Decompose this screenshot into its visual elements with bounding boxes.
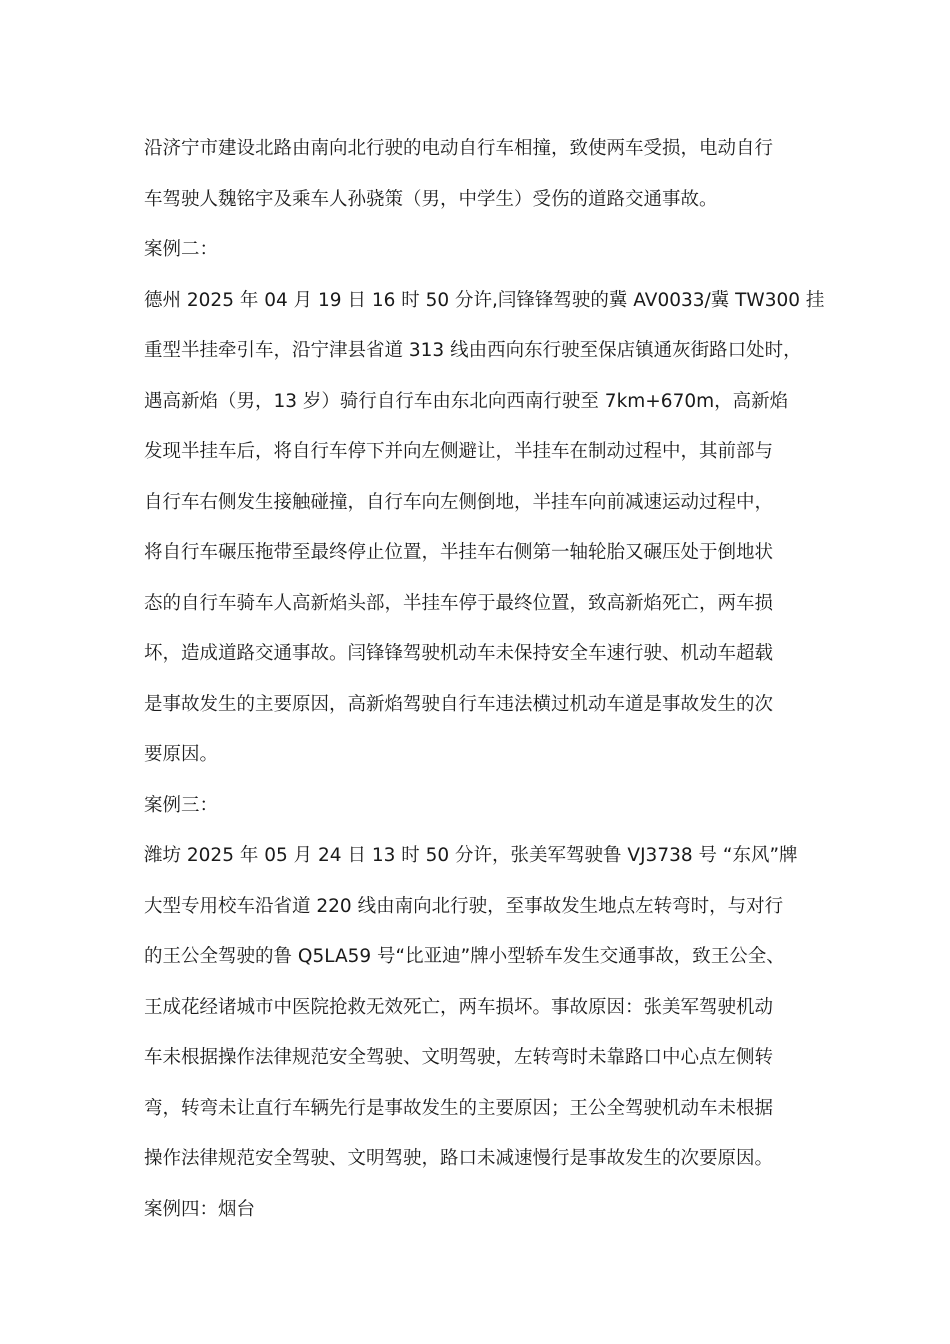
text-line: 态的自行车骑车人高新焰头部，半挂车停于最终位置，致高新焰死亡，两车损 <box>144 592 774 614</box>
text-line: 要原因。 <box>144 744 219 765</box>
document-body <box>144 124 825 1235</box>
text-line: 的王公全驾驶的鲁 Q5LA59 号“比亚迪”牌小型轿车发生交通事故，致王公全、 <box>144 946 785 967</box>
text-line: 车驾驶人魏铭宇及乘车人孙骁策（男，中学生）受伤的道路交通事故。 <box>144 188 718 210</box>
text-line: 大型专用校车沿省道 220 线由南向北行驶，至事故发生地点左转弯时，与对行 <box>144 895 784 917</box>
text-line: 车未根据操作法律规范安全驾驶、文明驾驶，左转弯时未靠路口中心点左侧转 <box>144 1047 774 1068</box>
text-line: 德州 2025 年 04 月 19 日 16 时 50 分许,闫锋锋驾驶的冀 AV0033/冀 TW300 挂 <box>144 289 825 311</box>
text-line: 沿济宁市建设北路由南向北行驶的电动自行车相撞，致使两车受损，电动自行 <box>144 138 774 159</box>
text-line: 自行车右侧发生接触碰撞，自行车向左侧倒地，半挂车向前减速运动过程中， <box>144 491 774 513</box>
text-line: 操作法律规范安全驾驶、文明驾驶，路口未减速慢行是事故发生的次要原因。 <box>144 1148 774 1169</box>
text-line: 坏，造成道路交通事故。闫锋锋驾驶机动车未保持安全车速行驶、机动车超载 <box>144 643 774 664</box>
text-line: 弯，转弯未让直行车辆先行是事故发生的主要原因；王公全驾驶机动车未根据 <box>144 1097 774 1119</box>
text-line: 遇高新焰（男，13 岁）骑行自行车由东北向西南行驶至 7km+670m，高新焰 <box>144 390 789 412</box>
text-line: 发现半挂车后，将自行车停下并向左侧避让，半挂车在制动过程中，其前部与 <box>144 441 774 462</box>
text-line: 重型半挂牵引车，沿宁津县省道 313 线由西向东行驶至保店镇通灰街路口处时， <box>144 340 802 361</box>
text-line: 将自行车碾压拖带至最终停止位置，半挂车右侧第一轴轮胎又碾压处于倒地状 <box>144 542 774 563</box>
case-heading: 案例三： <box>144 794 219 816</box>
case-heading: 案例二： <box>144 239 219 260</box>
case-heading: 案例四：烟台 <box>144 1198 256 1220</box>
text-line: 是事故发生的主要原因，高新焰驾驶自行车违法横过机动车道是事故发生的次 <box>144 693 774 715</box>
text-line: 王成花经诸城市中医院抢救无效死亡，两车损坏。事故原因：张美军驾驶机动 <box>144 996 774 1018</box>
text-line: 潍坊 2025 年 05 月 24 日 13 时 50 分许，张美军驾驶鲁 VJ3738 号 “东风”牌 <box>144 845 798 866</box>
